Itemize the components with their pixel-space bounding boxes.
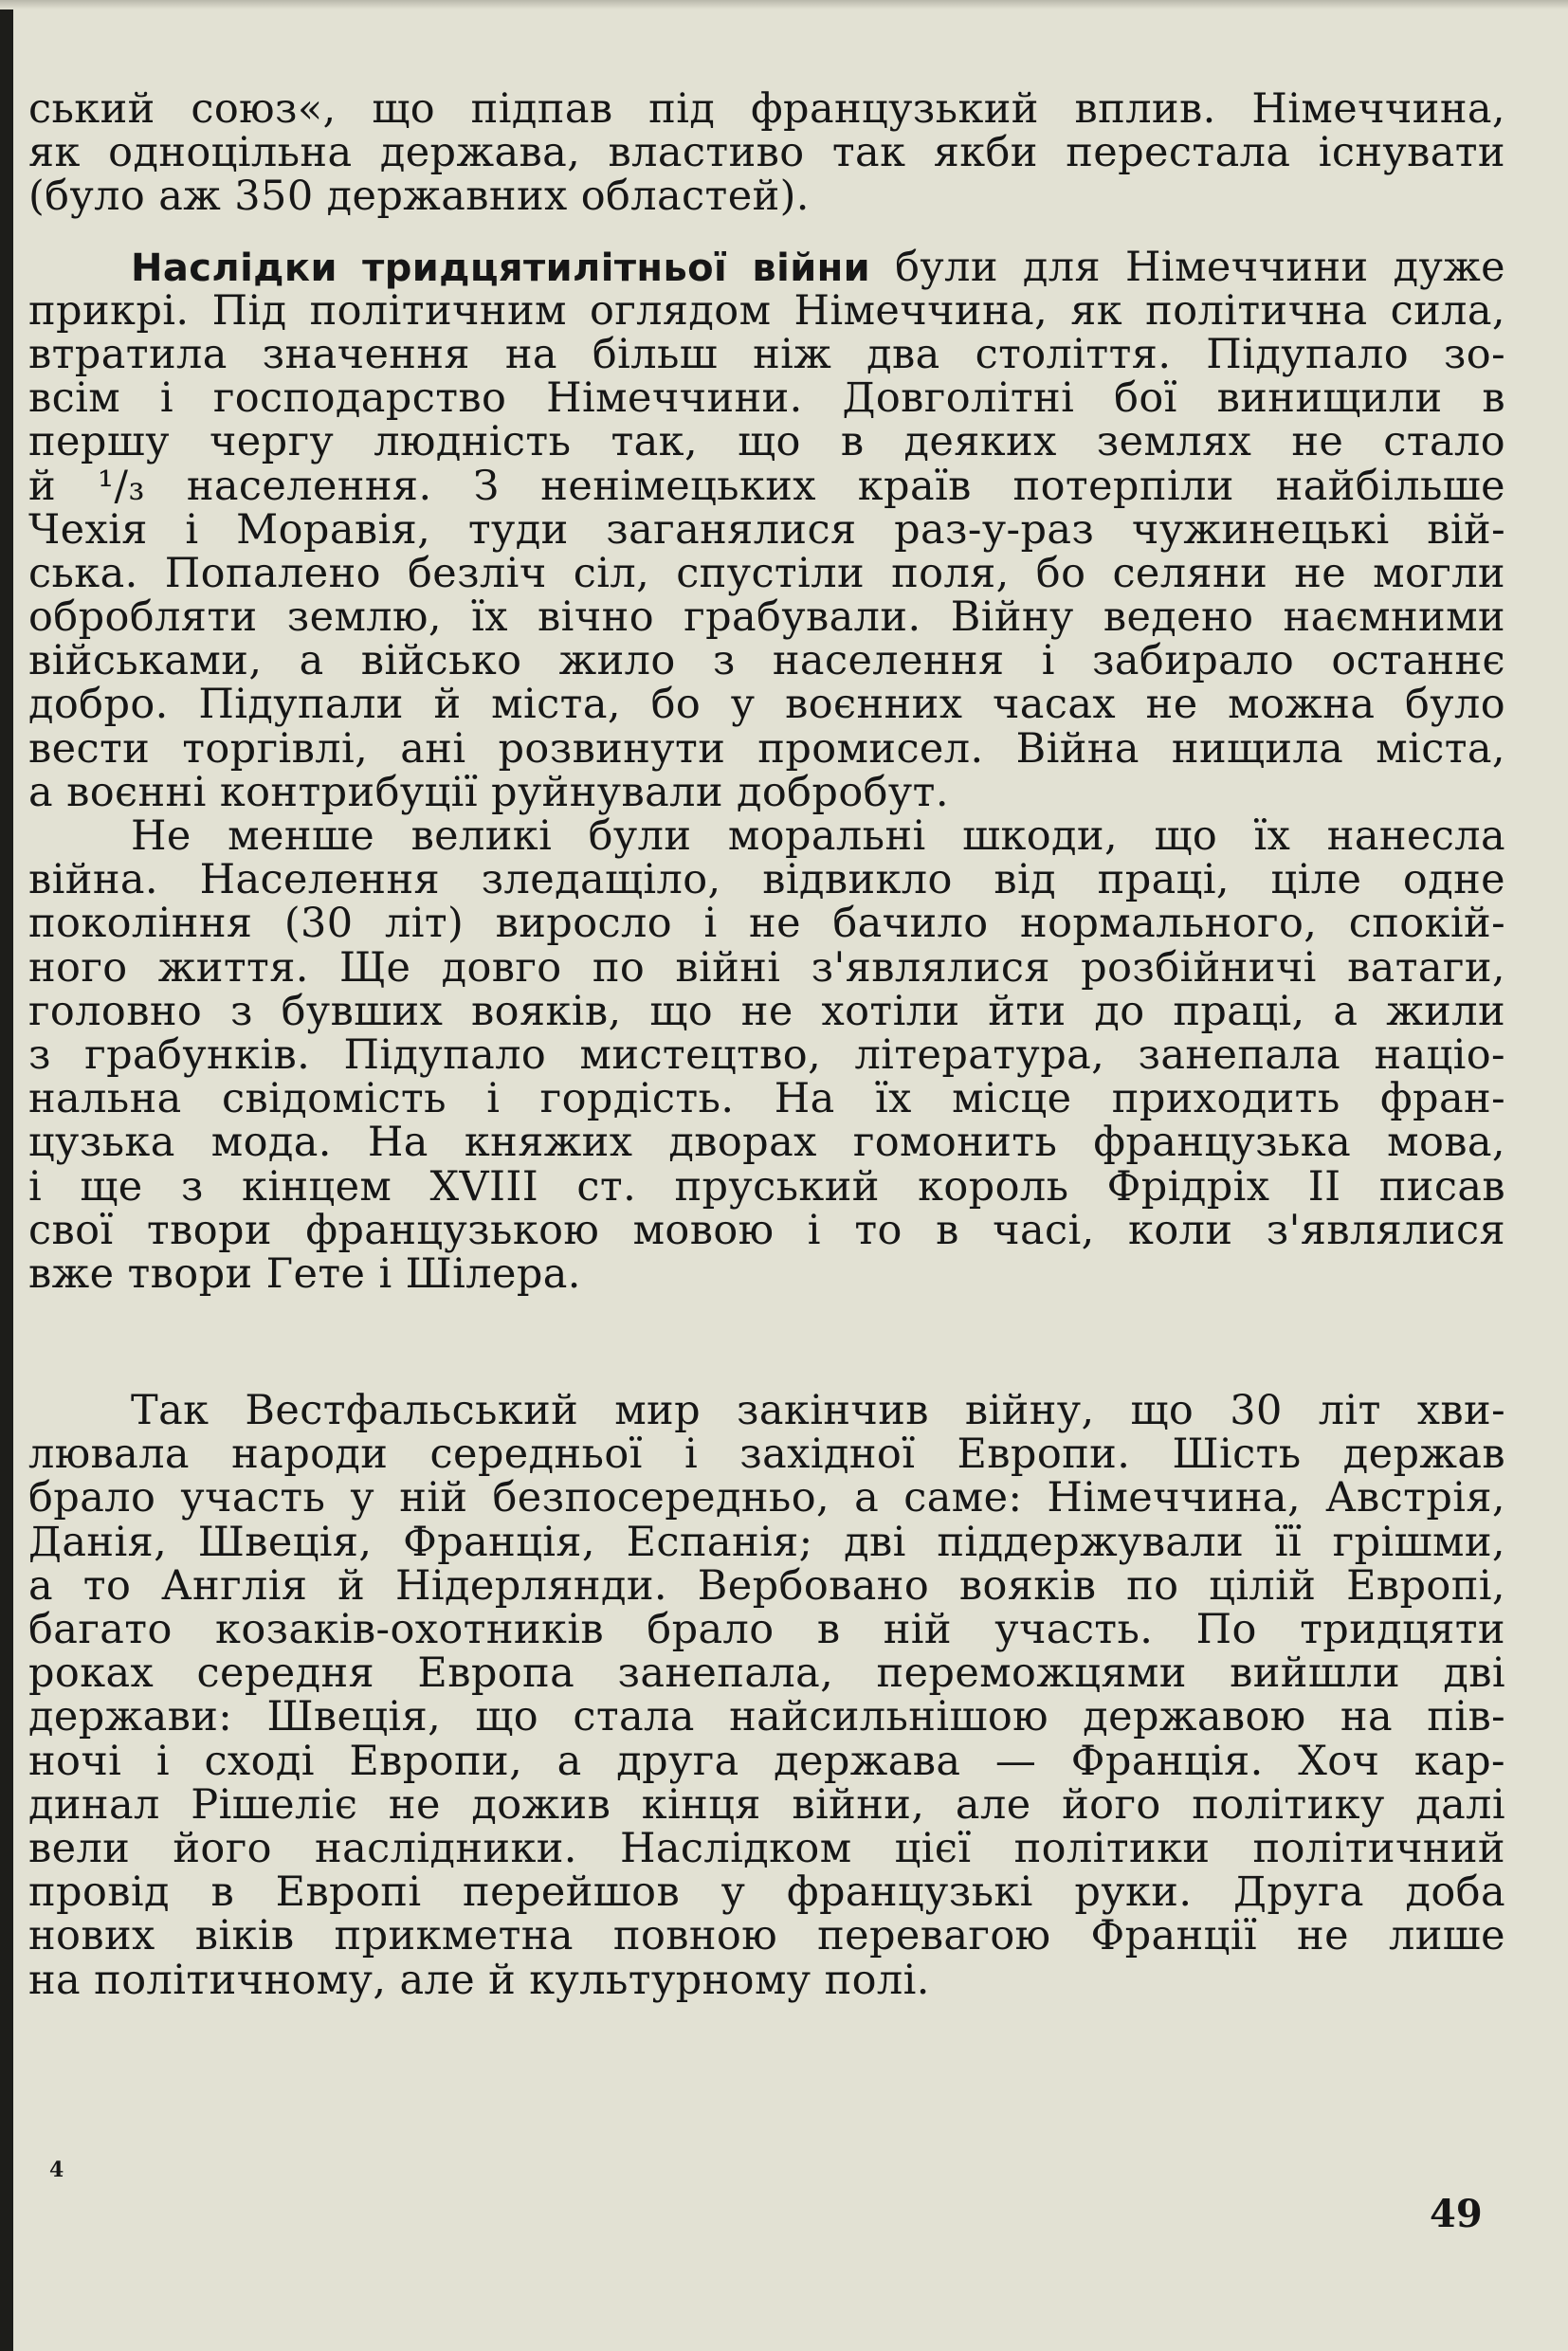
text-line: лювала народи середньої і західної Европи. Шість держав xyxy=(28,1431,1505,1479)
page-number: 49 xyxy=(1430,2192,1483,2236)
text-line: Не менше великі були моральні шкоди, що їх нанесла xyxy=(131,812,1505,860)
text-line: і ще з кінцем XVIII ст. пруський король Фрідріх II писав xyxy=(28,1162,1505,1211)
paragraph-3 xyxy=(28,814,1505,1296)
paragraph-1 xyxy=(28,87,1505,219)
text-line: Чехія і Моравія, туди заганялися раз-у-раз чужинецькі вій- xyxy=(28,505,1505,554)
text-line: головно з бувших вояків, що не хотіли йти до праці, а жили xyxy=(28,987,1505,1035)
text-line: ного життя. Ще довго по війні з'являлися розбійничі ватаги, xyxy=(28,943,1505,992)
text-line: провід в Европі перейшов у французькі руки. Друга доба xyxy=(28,1868,1505,1917)
text-line: цузька мода. На княжих дворах гомонить французька мова, xyxy=(28,1119,1505,1167)
text-line: Данія, Швеція, Франція, Еспанія; дві піддержували її грішми, xyxy=(28,1518,1505,1566)
text-line: брало участь у ній безпосередньо, а саме: Німеччина, Австрія, xyxy=(28,1474,1505,1522)
text-line: вести торгівлі, ані розвинути промисел. Війна нищила міста, xyxy=(28,724,1505,773)
text-line: як одноцільна держава, властиво так якби перестала існувати xyxy=(28,129,1505,177)
text-line: держави: Швеція, що стала найсильнішою державою на пів- xyxy=(28,1693,1505,1741)
text-line: втратила значення на більш ніж два століття. Підупало зо- xyxy=(28,330,1505,378)
text-line: свої твори французькою мовою і то в часі, коли з'являлися xyxy=(28,1206,1505,1254)
text-line: ночі і сході Европи, а друга держава — Франція. Хоч кар- xyxy=(28,1737,1505,1785)
text-line: ська. Попалено безліч сіл, спустіли поля, бо селяни не могли xyxy=(28,549,1505,597)
text-line: війна. Населення зледащіло, відвикло від праці, ціле одне xyxy=(28,856,1505,904)
scan-top-shadow xyxy=(0,0,1568,9)
text-line: й ¹/₃ населення. З ненімецьких країв потерпіли найбільше xyxy=(28,462,1505,510)
text-line: динал Рішеліє не дожив кінця війни, але його політику далі xyxy=(28,1780,1505,1829)
text-line: роках середня Европа занепала, переможцями вийшли дві xyxy=(28,1649,1505,1698)
scan-edge-shadow xyxy=(0,0,13,2351)
text-line-rest: були для Німеччини дуже xyxy=(870,243,1505,291)
text-line: нових віків прикметна повною перевагою Франції не лише xyxy=(28,1912,1505,1960)
signature-mark: 4 xyxy=(49,2158,64,2182)
text-line: (було аж 350 державних областей). xyxy=(28,173,810,221)
page-body xyxy=(28,87,1505,2002)
text-line: обробляти землю, їх вічно грабували. Війну ведено наємними xyxy=(28,593,1505,642)
paragraph-4 xyxy=(28,1389,1505,2002)
text-line: багато козаків-охотників брало в ній участь. По тридцяти xyxy=(28,1606,1505,1653)
text-line: нальна свідомість і гордість. На їх місце приходить фран- xyxy=(28,1075,1505,1123)
text-line: прикрі. Під політичним оглядом Німеччина, як політична сила, xyxy=(28,286,1505,335)
section-spacer xyxy=(28,1296,1505,1389)
text-line: а то Англія й Нідерлянди. Вербовано вояків по цілій Европі, xyxy=(28,1561,1505,1610)
text-line: вже твори Гете і Шілера. xyxy=(28,1249,581,1298)
text-line xyxy=(28,243,1505,291)
text-line: Так Вестфальський мир закінчив війну, що 30 літ хви- xyxy=(131,1387,1505,1435)
text-line: вели його наслідники. Наслідком цієї політики політичний xyxy=(28,1824,1505,1872)
paragraph-2 xyxy=(28,243,1505,816)
text-line: всім і господарство Німеччини. Довголітні бої винищили в xyxy=(28,374,1505,423)
text-line: першу чергу людність так, що в деяких землях не стало xyxy=(28,418,1505,466)
text-line: на політичному, але й культурному полі. xyxy=(28,1956,930,2004)
text-line: добро. Підупали й міста, бо у воєнних часах не можна було xyxy=(28,681,1505,729)
section-heading-inline: Наслідки тридцятилітньої війни xyxy=(131,246,871,290)
text-line: з грабунків. Підупало мистецтво, література, занепала націо- xyxy=(28,1030,1505,1079)
text-line: а воєнні контрибуції руйнували добробут. xyxy=(28,768,949,816)
text-line: ський союз«, що підпав під французький вплив. Німеччина, xyxy=(28,85,1505,133)
text-line: військами, а військо жило з населення і забирало останнє xyxy=(28,637,1505,685)
text-line: покоління (30 літ) виросло і не бачило нормального, спокій- xyxy=(28,900,1505,948)
paragraph-spacer xyxy=(28,219,1505,246)
